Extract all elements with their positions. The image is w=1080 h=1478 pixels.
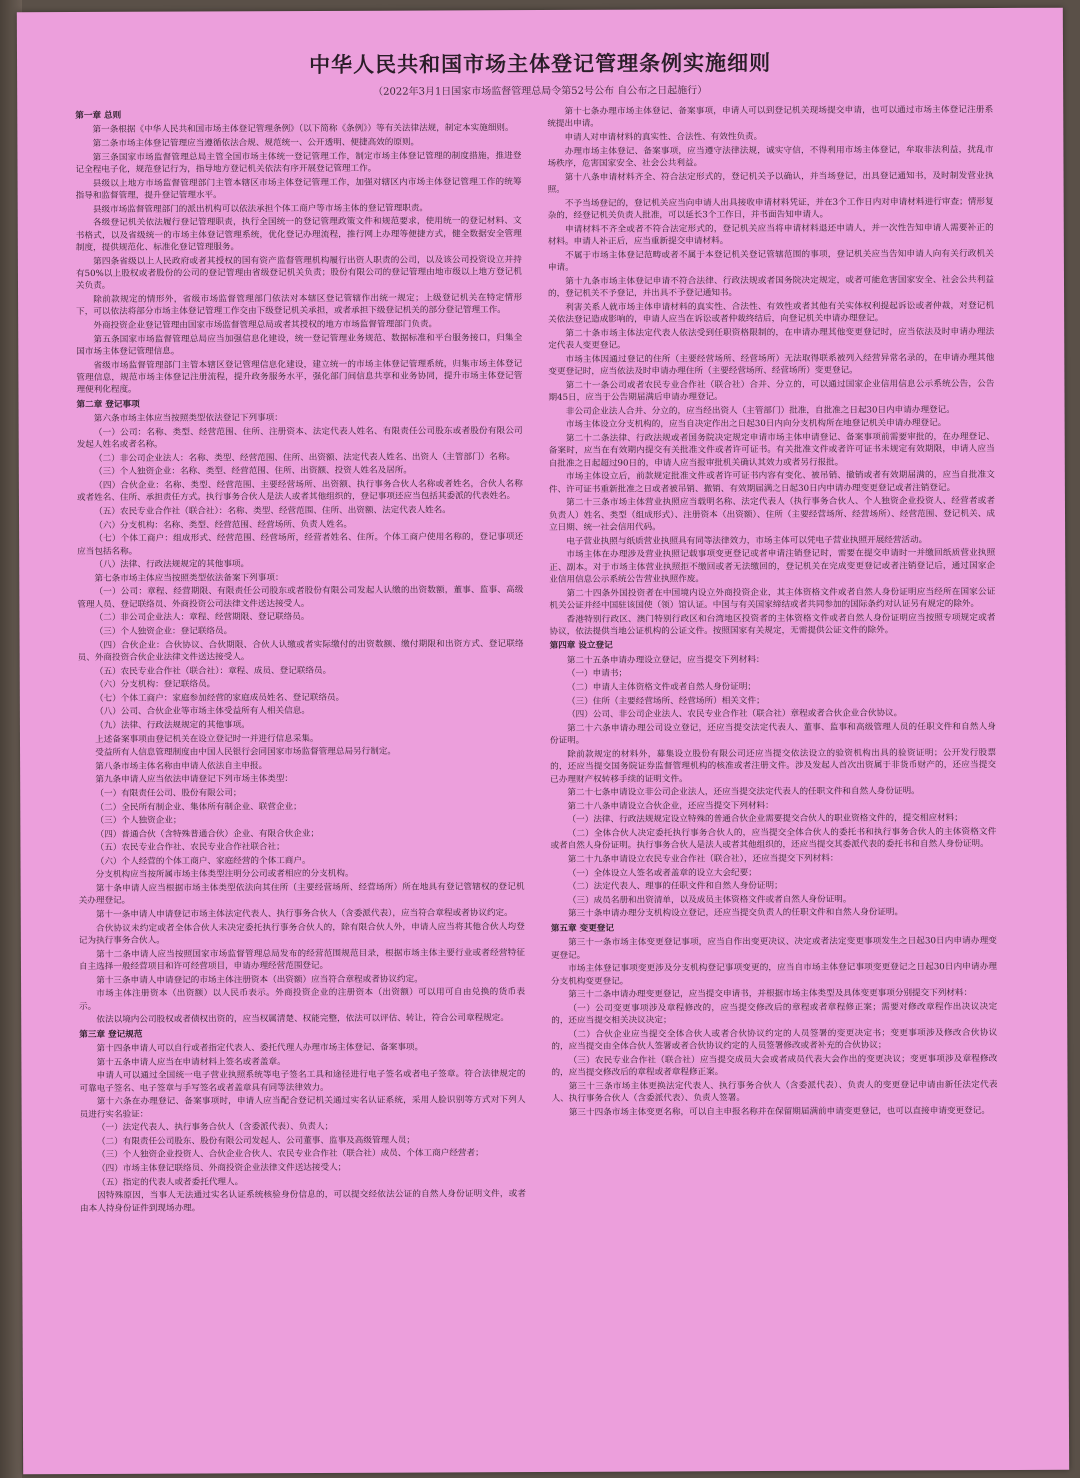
article-paragraph: （三）个人独资企业投资人、合伙企业合伙人、农民专业合作社（联合社）成员、个体工商户经营者； [96, 1148, 484, 1161]
article-paragraph: 分支机构应当按所属市场主体类型注明分公司或者相应的分支机构。 [95, 869, 354, 881]
article-paragraph: 第十一条申请人申请登记市场主体法定代表人、执行事务合伙人（含委派代表），应当符合章程或者协议约定。 [95, 908, 513, 921]
article-paragraph: （六）个人经营的个体工商户、家庭经营的个体工商户。 [95, 855, 311, 867]
article-paragraph: （七）个体工商户：组成形式、经营范围、经营场所，经营者姓名、住所。个体工商户使用名称的，登记事项还应当包括名称。 [77, 532, 524, 557]
article-paragraph: 省级市场监督管理部门主管本辖区登记管理信息化建设，建立统一的市场主体登记管理系统，归集市场主体登记管理信息，规范市场主体登记注册流程，提升政务服务水平，强化部门间信息共享和业务协同，提升市场主体登记管理便利化程度。 [76, 358, 523, 396]
article-paragraph: 县级以上地方市场监督管理部门主管本辖区市场主体登记管理工作，加强对辖区内市场主体登记管理工作的统筹指导和监督管理，提升登记管理水平。 [75, 176, 522, 202]
article-paragraph: 第二十条市场主体法定代表人依法受到任职资格限制的，在申请办理其他变更登记时，应当依法及时申请办理法定代表人变更登记。 [548, 326, 995, 351]
chapter-heading: 第二章 登记事项 [76, 399, 140, 410]
article-paragraph: （二）非公司企业法人：名称、类型、经营范围、住所、出资额、法定代表人姓名、出资人（主管部门）名称。 [93, 451, 516, 464]
chapter-heading: 第五章 变更登记 [550, 923, 614, 934]
article-paragraph: 第二十六条申请办理公司设立登记，还应当提交法定代表人、董事、监事和高级管理人员的任职文件和自然人身份证明。 [549, 721, 996, 747]
article-paragraph: 非公司企业法人合并、分立的，应当经出资人（主管部门）批准，自批准之日起30日内申请办理登记。 [565, 404, 955, 417]
article-paragraph: （一）公司变更事项涉及章程修改的，应当提交修改后的章程或者章程修正案；需要对修改章程作出决议决定的，还应当提交相关决议决定； [551, 1001, 998, 1027]
article-paragraph: （八）公司、合伙企业等市场主体受益所有人相关信息。 [95, 706, 310, 718]
article-paragraph: （三）成员名册和出资清单，以及成员主体资格文件或者自然人身份证明。 [567, 894, 852, 906]
article-paragraph: 市场主体设立分支机构的，应当自决定作出之日起30日内向分支机构所在地登记机关申请办理登记。 [565, 418, 947, 431]
article-paragraph: （五）农民专业合作社（联合社）：章程、成员、登记联络员。 [94, 665, 332, 677]
article-paragraph: 市场主体在办理涉及营业执照记载事项变更登记或者申请注销登记时，需要在提交申请时一并缴回纸质营业执照正、副本。对于市场主体营业执照拒不缴回或者无法缴回的，登记机关在完成变更登记或者注销登记后，通过国家企业信用信息公示系统公告营业执照作废。 [549, 548, 996, 585]
article-paragraph: （五）农民专业合作社、农民专业合作社联合社； [95, 842, 285, 854]
article-paragraph: （四）合伙企业：合伙协议、合伙期限、合伙人认缴或者实际缴付的出资数额、缴付期限和出资方式、登记联络员、外商投资合伙企业法律文件送达接受人。 [77, 638, 524, 663]
article-paragraph: （四）普通合伙（含特殊普通合伙）企业、有限合伙企业； [95, 828, 320, 840]
article-paragraph: （一）法定代表人、执行事务合伙人（含委派代表）、负责人； [96, 1122, 334, 1134]
article-paragraph: （二）申请人主体资格文件或者自然人身份证明； [566, 682, 757, 693]
article-paragraph: 利害关系人就市场主体申请材料的真实性、合法性、有效性或者其他有关实体权利提起诉讼或者仲裁，对登记机关依法登记造成影响的，申请人应当在诉讼或者仲裁终结后，向登记机关申请办理登记。 [548, 300, 995, 325]
article-paragraph: （三）个人独资企业：名称、类型、经营范围、住所、出资额、投资人姓名及居所。 [93, 465, 413, 478]
article-paragraph: 第二十四条外国投资者在中国境内设立外商投资企业，其主体资格文件或者自然人身份证明应当经所在国家公证机关公证并经中国驻该国使（领）馆认证。中国与有关国家缔结或者共同参加的国际条约对认证另有规定的除外。 [549, 586, 996, 611]
article-paragraph: 第十四条申请人可以自行或者指定代表人、委托代理人办理市场主体登记、备案事项。 [96, 1042, 424, 1055]
article-paragraph: 第二十二条法律、行政法规或者国务院决定规定申请市场主体申请登记、备案事项前需要审批的，在办理登记、备案时，应当在有效期内提交有关批准文件或者许可证书。有关批准文件或者许可证书未规定有效期限，申请人应当自批准之日起超过90日的，申请人应当报审批机关确认其效力或者另行报批。 [548, 431, 995, 469]
article-paragraph: 第十条申请人应当根据市场主体类型依法向其住所（主要经营场所、经营场所）所在地具有登记管辖权的登记机关办理登记。 [78, 882, 525, 907]
article-paragraph: （九）法律、行政法规规定的其他事项。 [95, 720, 250, 731]
article-paragraph: （三）个人独资企业； [95, 815, 182, 827]
article-paragraph: 第十三条申请人申请登记的市场主体注册资本（出资额）应当符合章程或者协议约定。 [96, 974, 423, 986]
article-paragraph: 办理市场主体登记、备案事项，应当遵守法律法规，诚实守信，不得利用市场主体登记，牟取非法利益，扰乱市场秩序，危害国家安全、社会公共利益。 [547, 144, 994, 169]
article-paragraph: （二）有限责任公司股东、股份有限公司发起人、公司董事、监事及高级管理人员； [96, 1135, 415, 1147]
article-paragraph: 第六条市场主体应当按照类型依法登记下列事项： [93, 413, 283, 425]
article-paragraph: （二）合伙企业应当提交全体合伙人或者合伙协议约定的人员签署的变更决定书；变更事项涉及修改合伙协议的，应当提交由全体合伙人签署或者合伙协议约定的人员签署修改或者补充的合伙协议； [551, 1027, 998, 1053]
article-paragraph: （六）分支机构：名称、类型、经营范围、经营场所、负责人姓名。 [94, 519, 353, 531]
article-paragraph: 第一条根据《中华人民共和国市场主体登记管理条例》（以下简称《条例》）等有关法律法规，制定本实施细则。 [92, 123, 514, 136]
article-paragraph: 电子营业执照与纸质营业执照具有同等法律效力，市场主体可以凭电子营业执照开展经营活动。 [566, 534, 928, 547]
article-paragraph: 除前款规定的材料外，募集设立股份有限公司还应当提交依法设立的验资机构出具的验资证明；公开发行股票的，还应当提交国务院证券监督管理机构的核准或者注册文件。涉及发起人首次出资属于非货币财产的，还应当提交已办理财产权转移手续的证明文件。 [550, 747, 997, 785]
article-paragraph: 第八条市场主体名称由申请人依法自主申报。 [95, 760, 268, 772]
article-paragraph: 第十九条市场主体登记申请不符合法律、行政法规或者国务院决定规定，或者可能危害国家安全、社会公共利益的，登记机关不予登记，并出具不予登记通知书。 [548, 274, 995, 299]
article-paragraph: 不予当场登记的，登记机关应当向申请人出具接收申请材料凭证，并在3个工作日内对申请材料进行审查；情形复杂的，经登记机关负责人批准，可以延长3个工作日，并书面告知申请人。 [547, 196, 994, 221]
chapter-heading: 第三章 登记规范 [79, 1029, 143, 1040]
article-paragraph: 外商投资企业登记管理由国家市场监督管理总局或者其授权的地方市场监督管理部门负责。 [93, 319, 438, 331]
article-paragraph: （五）指定的代表人或者委托代理人。 [97, 1176, 244, 1188]
article-paragraph: 第三条国家市场监督管理总局主管全国市场主体统一登记管理工作，制定市场主体登记管理的制度措施，推进登记全程电子化，规范登记行为，指导地方登记机关依法有序开展登记管理工作。 [75, 150, 522, 176]
article-paragraph: 申请材料不齐全或者不符合法定形式的，登记机关应当将申请材料退还申请人，并一次性告知申请人需要补正的材料。申请人补正后，应当重新提交申请材料。 [547, 222, 994, 247]
article-paragraph: 上述备案事项由登记机关在设立登记时一并进行信息采集。 [95, 733, 319, 745]
article-paragraph: 第二条市场主体登记管理应当遵循依法合规、规范统一、公开透明、便捷高效的原则。 [92, 137, 420, 149]
article-paragraph: （一）公司：名称、类型、经营范围、住所、注册资本、法定代表人姓名、有限责任公司股东或者股份有限公司发起人姓名或者名称。 [76, 425, 523, 451]
article-paragraph: （四）市场主体登记联络员、外商投资企业法律文件送达接受人； [97, 1162, 347, 1174]
document-sheet [17, 8, 1069, 1475]
document-subtitle: （2022年3月1日国家市场监督管理总局令第52号公布 自公布之日起施行） [373, 85, 708, 98]
article-paragraph: （三）农民专业合作社（联合社）应当提交成员大会或者成员代表大会作出的变更决议；变更事项涉及章程修改的，应当提交修改后的章程或者章程修正案。 [551, 1053, 998, 1079]
article-paragraph: （一）有限责任公司、股份有限公司； [95, 788, 242, 799]
article-paragraph: （五）农民专业合作社（联合社）：名称、类型、经营范围、住所、出资额、法定代表人姓名。 [94, 505, 451, 517]
article-paragraph: （三）住所（主要经营场所、经营场所）相关文件； [566, 695, 765, 707]
article-paragraph: 第三十四条市场主体变更名称，可以自主申报名称并在保留期届满前申请变更登记，也可以直接申请变更登记。 [568, 1105, 990, 1118]
article-paragraph: 第三十二条申请办理变更登记，应当提交申请书，并根据市场主体类型及具体变更事项分别提交下列材料： [568, 988, 973, 1001]
article-paragraph: （一）全体设立人签名或者盖章的设立大会纪要； [567, 867, 757, 879]
article-paragraph: （二）法定代表人、理事的任职文件和自然人身份证明； [567, 881, 783, 893]
article-paragraph: 第十七条办理市场主体登记、备案事项，申请人可以到登记机关现场提交申请，也可以通过市场主体登记注册系统提出申请。 [547, 105, 994, 130]
article-paragraph: （一）申请书； [566, 669, 628, 680]
article-paragraph: （三）个人独资企业：登记联络员。 [94, 626, 233, 637]
article-paragraph: 依法以境内公司股权或者债权出资的，应当权属清楚、权能完整，依法可以评估、转让，符合公司章程规定。 [96, 1013, 509, 1026]
article-paragraph: 第九条申请人应当依法申请登记下列市场主体类型： [95, 774, 294, 786]
article-paragraph: （七）个体工商户：家庭参加经营的家庭成员姓名、登记联络员。 [94, 692, 345, 704]
article-paragraph: （四）公司、非公司企业法人、农民专业合作社（联合社）章程或者合伙企业合伙协议。 [567, 708, 903, 721]
article-paragraph: 第十六条在办理登记、备案事项时，申请人应当配合登记机关通过实名认证系统，采用人脸识别等方式对下列人员进行实名验证： [79, 1095, 526, 1120]
article-paragraph: （八）法律、行政法规规定的其他事项。 [94, 559, 250, 571]
left-column [75, 106, 527, 1463]
article-paragraph: 第三十一条市场主体变更登记事项，应当自作出变更决议、决定或者法定变更事项发生之日起30日内申请办理变更登记。 [550, 936, 997, 961]
article-paragraph: （一）公司：章程、经营期限、有限责任公司股东或者股份有限公司发起人认缴的出资数额，董事、监事、高级管理人员、登记联络员、外商投资公司法律文件送达接受人。 [77, 585, 524, 610]
right-column [547, 104, 999, 1461]
article-paragraph: 香港特别行政区、澳门特别行政区和台湾地区投资者的主体资格文件或者自然人身份证明应当按照专项规定或者协议，依法提供当地公证机构的公证文件。按照国家有关规定，无需提供公证文件的除外。 [549, 612, 996, 637]
article-paragraph: 第四条省级以上人民政府或者其授权的国有资产监督管理机构履行出资人职责的公司，以及该公司投资设立并持有50%以上股权或者股份的公司的登记管理由省级登记机关负责；股份有限公司的登记管理由地市级以上地方登记机关负责。 [75, 254, 522, 292]
article-paragraph: 第二十九条申请设立农民专业合作社（联合社），还应当提交下列材料： [567, 853, 839, 865]
article-paragraph: （二）非公司企业法人：章程、经营期限、登记联络员。 [94, 612, 310, 624]
article-paragraph: （二）全民所有制企业、集体所有制企业、联营企业； [95, 801, 302, 813]
article-paragraph: 申请人可以通过全国统一电子营业执照系统等电子签名工具和途径进行电子签名或者电子签章。符合法律规定的可靠电子签名、电子签章与手写签名或者盖章具有同等法律效力。 [79, 1069, 526, 1094]
article-paragraph: 市场主体注册资本（出资额）以人民币表示。外商投资企业的注册资本（出资额）可以用可自由兑换的货币表示。 [79, 987, 526, 1012]
article-paragraph: 第二十八条申请设立合伙企业，还应当提交下列材料： [567, 800, 774, 812]
article-paragraph: （六）分支机构：登记联络员。 [94, 679, 216, 691]
article-paragraph: 第三十三条市场主体更换法定代表人、执行事务合伙人（含委派代表）、负责人的变更登记申请由新任法定代表人、执行事务合伙人（含委派代表）、负责人签署。 [551, 1079, 998, 1105]
article-paragraph: 第二十三条市场主体营业执照应当载明名称、法定代表人（执行事务合伙人、个人独资企业投资人、经营者或者负责人）姓名、类型（组成形式）、注册资本（出资额）、住所（主要经营场所、经营场所）、经营范围、登记机关、成立日期、统一社会信用代码。 [548, 496, 996, 533]
article-paragraph: 第五条国家市场监督管理总局应当加强信息化建设，统一登记管理业务规范、数据标准和平台服务接口，归集全国市场主体登记管理信息。 [76, 332, 523, 358]
article-paragraph: 第十八条申请材料齐全、符合法定形式的，登记机关予以确认，并当场登记，出具登记通知书，及时制发营业执照。 [547, 170, 994, 195]
article-paragraph: 合伙协议未约定或者全体合伙人未决定委托执行事务合伙人的，除有限合伙人外，申请人应当将其他合伙人均登记为执行事务合伙人。 [78, 921, 525, 947]
article-paragraph: 申请人对申请材料的真实性、合法性、有效性负责。 [564, 132, 763, 143]
chapter-heading: 第四章 设立登记 [549, 641, 613, 652]
article-paragraph: 第三十条申请办理分支机构设立登记，还应当提交负责人的任职文件和自然人身份证明。 [567, 907, 904, 920]
article-paragraph: 不属于市场主体登记范畴或者不属于本登记机关登记管辖范围的事项，登记机关应当告知申请人向有关行政机关申请。 [547, 248, 994, 273]
article-paragraph: （一）法律、行政法规规定设立特殊的普通合伙企业需要提交合伙人的职业资格文件的，提交相应材料； [567, 813, 963, 826]
article-paragraph: 第十二条申请人应当按照国家市场监督管理总局发布的经营范围规范目录，根据市场主体主要行业或者经营特征自主选择一般经营项目和许可经营项目，申请办理经营范围登记。 [78, 947, 525, 973]
article-paragraph: 第二十七条申请设立非公司企业法人，还应当提交法定代表人的任职文件和自然人身份证明。 [567, 786, 920, 799]
article-paragraph: 第二十五条申请办理设立登记，应当提交下列材料： [566, 654, 765, 666]
article-paragraph: 县级市场监督管理部门的派出机构可以依法承担个体工商户等市场主体的登记管理职责。 [92, 203, 429, 215]
article-paragraph: 第十五条申请人应当在申请材料上签名或者盖章。 [96, 1056, 286, 1068]
article-paragraph: 市场主体登记事项变更涉及分支机构登记事项变更的，应当自市场主体登记事项变更登记之日起30日内申请办理分支机构变更登记。 [551, 962, 998, 987]
article-paragraph: 除前款规定的情形外，省级市场监督管理部门依法对本辖区登记管辖作出统一规定；上级登记机关在特定情形下，可以依法将部分市场主体登记管理工作交由下级登记机关承担，或者承担下级登记机关的部分登记管理工作。 [76, 293, 523, 318]
article-paragraph: 第二十一条公司或者农民专业合作社（联合社）合并、分立的，可以通过国家企业信用信息公示系统公告，公告期45日，应当于公告期届满后申请办理登记。 [548, 378, 995, 403]
article-paragraph: 因特殊原因，当事人无法通过实名认证系统核验身份信息的，可以提交经依法公证的自然人身份证明文件，或者由本人持身份证件到现场办理。 [80, 1189, 526, 1214]
article-paragraph: （四）合伙企业：名称、类型、经营范围、主要经营场所、出资额、执行事务合伙人名称或者姓名，合伙人名称或者姓名、住所、承担责任方式。执行事务合伙人是法人或者其他组织的，登记事项还应当包括其委派的代表姓名。 [76, 479, 523, 504]
article-paragraph: 各级登记机关依法履行登记管理职责，执行全国统一的登记管理政策文件和规范要求，使用统一的登记材料、文书格式，以及省级统一的市场主体登记管理系统，优化登记办理流程，推行网上办理等便捷方式，健全数据安全管理制度，提供规范化、标准化登记管理服务。 [75, 216, 522, 254]
article-paragraph: 市场主体因通过登记的住所（主要经营场所、经营场所）无法取得联系被列入经营异常名录的，在申请办理其他变更登记时，应当依法及时申请办理住所（主要经营场所、经营场所）变更登记。 [548, 352, 995, 377]
chapter-heading: 第一章 总则 [75, 110, 122, 122]
article-paragraph: 市场主体设立后，前款规定批准文件或者许可证书内容有变化、被吊销、撤销或者有效期届满的，应当自批准文件、许可证书重新批准之日或者被吊销、撤销、有效期届满之日起30日内申请办理变更登记或者注销登记。 [548, 470, 995, 495]
article-paragraph: （二）全体合伙人决定委托执行事务合伙人的，应当提交全体合伙人的委托书和执行事务合伙人的主体资格文件或者自然人身份证明。执行事务合伙人是法人或者其他组织的，还应当提交其委派代表的委托书和自然人身份证明。 [550, 826, 997, 852]
article-paragraph: 第七条市场主体应当按照类型依法备案下列事项： [94, 572, 284, 584]
document-title: 中华人民共和国市场主体登记管理条例实施细则 [308, 49, 772, 78]
article-paragraph: 受益所有人信息管理制度由中国人民银行会同国家市场监督管理总局另行制定。 [95, 746, 397, 759]
